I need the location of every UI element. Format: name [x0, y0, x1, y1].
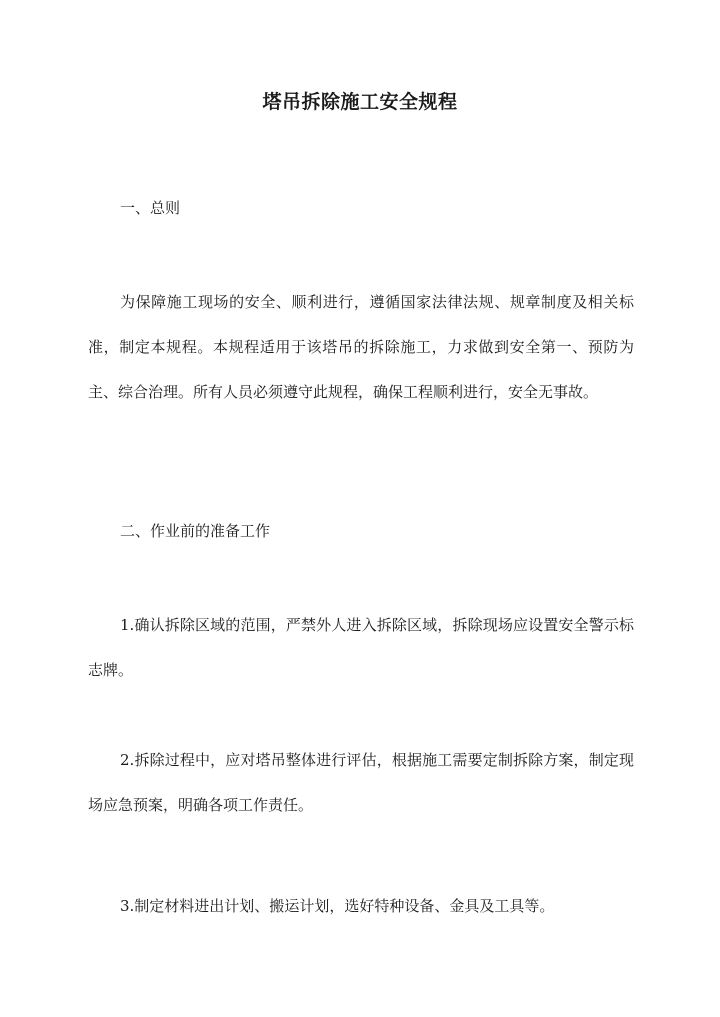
section-heading-preparation: 二、作业前的准备工作	[120, 522, 271, 540]
paragraph-preparation-item-2: 2.拆除过程中，应对塔吊整体进行评估，根据施工需要定制拆除方案，制定现场应急预案，明确各项工作责任。	[88, 751, 634, 814]
paragraph-general-purpose: 为保障施工现场的安全、顺利进行，遵循国家法律法规、规章制度及相关标准，制定本规程。本规程适用于该塔吊的拆除施工，力求做到安全第一、预防为主、综合治理。所有人员必须遵守此规程，确保工程顺利进行，安全无事故。	[88, 293, 634, 401]
paragraph-preparation-item-1: 1.确认拆除区域的范围，严禁外人进入拆除区域，拆除现场应设置安全警示标志牌。	[88, 616, 634, 679]
document-title: 塔吊拆除施工安全规程	[262, 91, 458, 113]
paragraph-preparation-item-3: 3.制定材料进出计划、搬运计划，选好特种设备、金具及工具等。	[120, 897, 555, 915]
section-heading-general: 一、总则	[120, 199, 181, 217]
